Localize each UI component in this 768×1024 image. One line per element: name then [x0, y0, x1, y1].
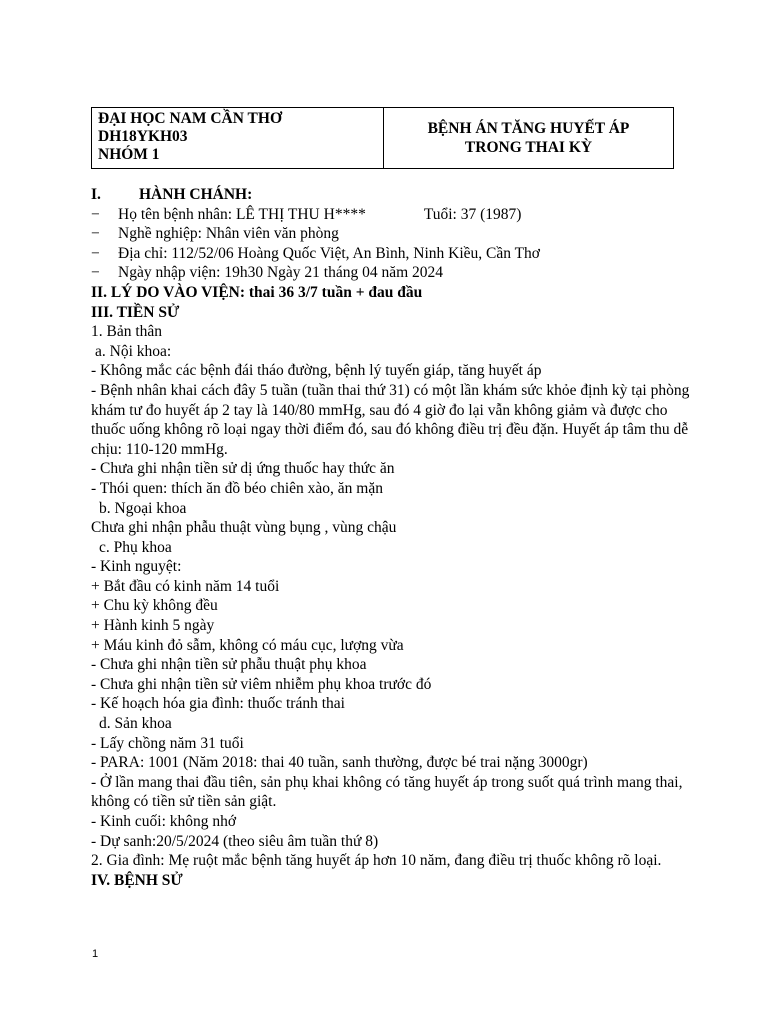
patient-age: Tuổi: 37 (1987): [423, 205, 522, 223]
gynecology-item-8: - Kế hoạch hóa gia đình: thuốc tránh thai: [91, 695, 345, 713]
occupation: Nghề nghiệp: Nhân viên văn phòng: [118, 225, 339, 243]
admission-date: Ngày nhập viện: 19h30 Ngày 21 tháng 04 năm 2024: [118, 264, 444, 282]
address: Địa chỉ: 112/52/06 Hoàng Quốc Việt, An Bình, Ninh Kiều, Cần Thơ: [118, 244, 540, 262]
section-1-heading: [91, 185, 711, 205]
internal-item-2: - Bệnh nhân khai cách đây 5 tuần (tuần thai thứ 31) có một lần khám sức khỏe định kỳ tại phòng khám tư đo huyết áp 2 tay là 140/80 mmHg, sau đó 4 giờ đo lại vẫn không giảm và được cho thuốc uống không rõ loại ngay thời điểm đó, sau đó không điều trị đều đặn. Huyết áp tâm thu dễ chịu: 110-120 mmHg.: [91, 381, 690, 458]
section-1-number: I.: [91, 186, 101, 203]
surgery-item-1: Chưa ghi nhận phẫu thuật vùng bụng , vùng chậu: [91, 519, 397, 537]
group-name: NHÓM 1: [98, 146, 160, 163]
obstetrics-heading: d. Sản khoa: [99, 715, 172, 733]
address-row: [91, 244, 711, 264]
obstetrics-item-4: - Kinh cuối: không nhớ: [91, 813, 237, 830]
gynecology-item-7: - Chưa ghi nhận tiền sử viêm nhiễm phụ khoa trước đó: [91, 675, 432, 693]
page-number: 1: [92, 948, 99, 960]
gynecology-item-5: + Máu kinh đỏ sẫm, không có máu cục, lượng vừa: [91, 636, 404, 654]
patient-name: Họ tên bệnh nhân: LÊ THỊ THU H****: [118, 205, 366, 223]
class-code: DH18YKH03: [98, 128, 188, 145]
institution-cell: [92, 108, 384, 168]
internal-item-4: - Thói quen: thích ăn đồ béo chiên xào, ăn mặn: [91, 479, 383, 497]
bullet-dash: −: [91, 225, 100, 243]
family-history: 2. Gia đình: Mẹ ruột mắc bệnh tăng huyết áp hơn 10 năm, đang điều trị thuốc không rõ loại.: [91, 852, 662, 870]
self-history-heading: 1. Bản thân: [91, 323, 163, 341]
gynecology-item-6: - Chưa ghi nhận tiền sử phẫu thuật phụ khoa: [91, 656, 367, 674]
bullet-dash: −: [91, 205, 100, 223]
bullet-dash: −: [91, 264, 100, 282]
section-1-title: HÀNH CHÁNH:: [139, 186, 253, 203]
document-body: [91, 185, 711, 890]
patient-name-row: [91, 205, 711, 225]
internal-item-1: - Không mắc các bệnh đái tháo đường, bệnh lý tuyến giáp, tăng huyết áp: [91, 362, 542, 380]
document-title-line-1: BỆNH ÁN TĂNG HUYẾT ÁP: [427, 120, 630, 137]
section-3-heading: III. TIỀN SỬ: [91, 303, 180, 321]
header-table: [91, 107, 674, 169]
obstetrics-item-5: - Dự sanh:20/5/2024 (theo siêu âm tuần thứ 8): [91, 832, 379, 850]
obstetrics-item-3: - Ở lần mang thai đầu tiên, sản phụ khai không có tăng huyết áp trong suốt quá trình mang thai, không có tiền sử tiền sản giật.: [91, 773, 683, 811]
title-cell: [384, 108, 673, 168]
gynecology-item-4: + Hành kinh 5 ngày: [91, 617, 215, 635]
university-name: ĐẠI HỌC NAM CẦN THƠ: [98, 110, 282, 127]
surgery-heading: b. Ngoại khoa: [99, 499, 187, 517]
internal-item-3: - Chưa ghi nhận tiền sử dị ứng thuốc hay thức ăn: [91, 460, 395, 478]
gynecology-item-2: + Bắt đầu có kinh năm 14 tuổi: [91, 577, 280, 595]
obstetrics-item-1: - Lấy chồng năm 31 tuổi: [91, 734, 244, 752]
section-4-heading: IV. BỆNH SỬ: [91, 871, 183, 889]
gynecology-item-3: + Chu kỳ không đều: [91, 597, 218, 615]
occupation-row: [91, 224, 711, 244]
bullet-dash: −: [91, 244, 100, 262]
internal-medicine-heading: a. Nội khoa:: [95, 342, 172, 360]
section-2-heading: II. LÝ DO VÀO VIỆN: thai 36 3/7 tuần + đau đầu: [91, 283, 423, 301]
document-title-line-2: TRONG THAI KỲ: [464, 139, 593, 156]
gynecology-item-1: - Kinh nguyệt:: [91, 558, 182, 576]
gynecology-heading: c. Phụ khoa: [99, 538, 172, 556]
obstetrics-item-2: - PARA: 1001 (Năm 2018: thai 40 tuần, sanh thường, được bé trai nặng 3000gr): [91, 754, 588, 772]
admission-row: [91, 263, 711, 283]
